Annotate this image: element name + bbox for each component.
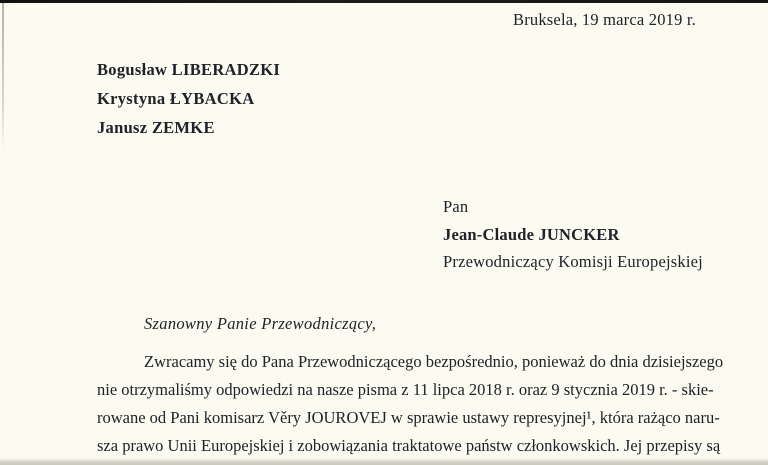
- salutation: Szanowny Panie Przewodniczący,: [144, 314, 377, 333]
- body-line: rowane od Pani komisarz Věry JOUROVEJ w sprawie ustawy represyjnej¹, która rażąco naru-: [97, 408, 720, 427]
- recipient-title: Pan: [443, 197, 469, 216]
- sender-name: Janusz ZEMKE: [97, 118, 215, 137]
- left-scan-line: [2, 3, 4, 151]
- sender-block: [97, 55, 280, 142]
- body-line: sza prawo Unii Europejskiej i zobowiązania traktatowe państw członkowskich. Jej przepisy są: [97, 436, 721, 455]
- body-paragraph: [97, 348, 724, 460]
- body-line: Zwracamy się do Pana Przewodniczącego bezpośrednio, ponieważ do dnia dzisiejszego: [144, 352, 724, 371]
- recipient-role: Przewodniczący Komisji Europejskiej: [443, 252, 703, 271]
- top-scan-bar: [0, 0, 768, 3]
- sender-name: Krystyna ŁYBACKA: [97, 89, 255, 108]
- body-line: nie otrzymaliśmy odpowiedzi na nasze pisma z 11 lipca 2018 r. oraz 9 stycznia 2019 r. - skie-: [97, 380, 714, 399]
- recipient-name: Jean-Claude JUNCKER: [443, 224, 620, 244]
- sender-name: Bogusław LIBERADZKI: [97, 60, 281, 79]
- date-line: Bruksela, 19 marca 2019 r.: [513, 10, 696, 29]
- recipient-block: [443, 193, 703, 276]
